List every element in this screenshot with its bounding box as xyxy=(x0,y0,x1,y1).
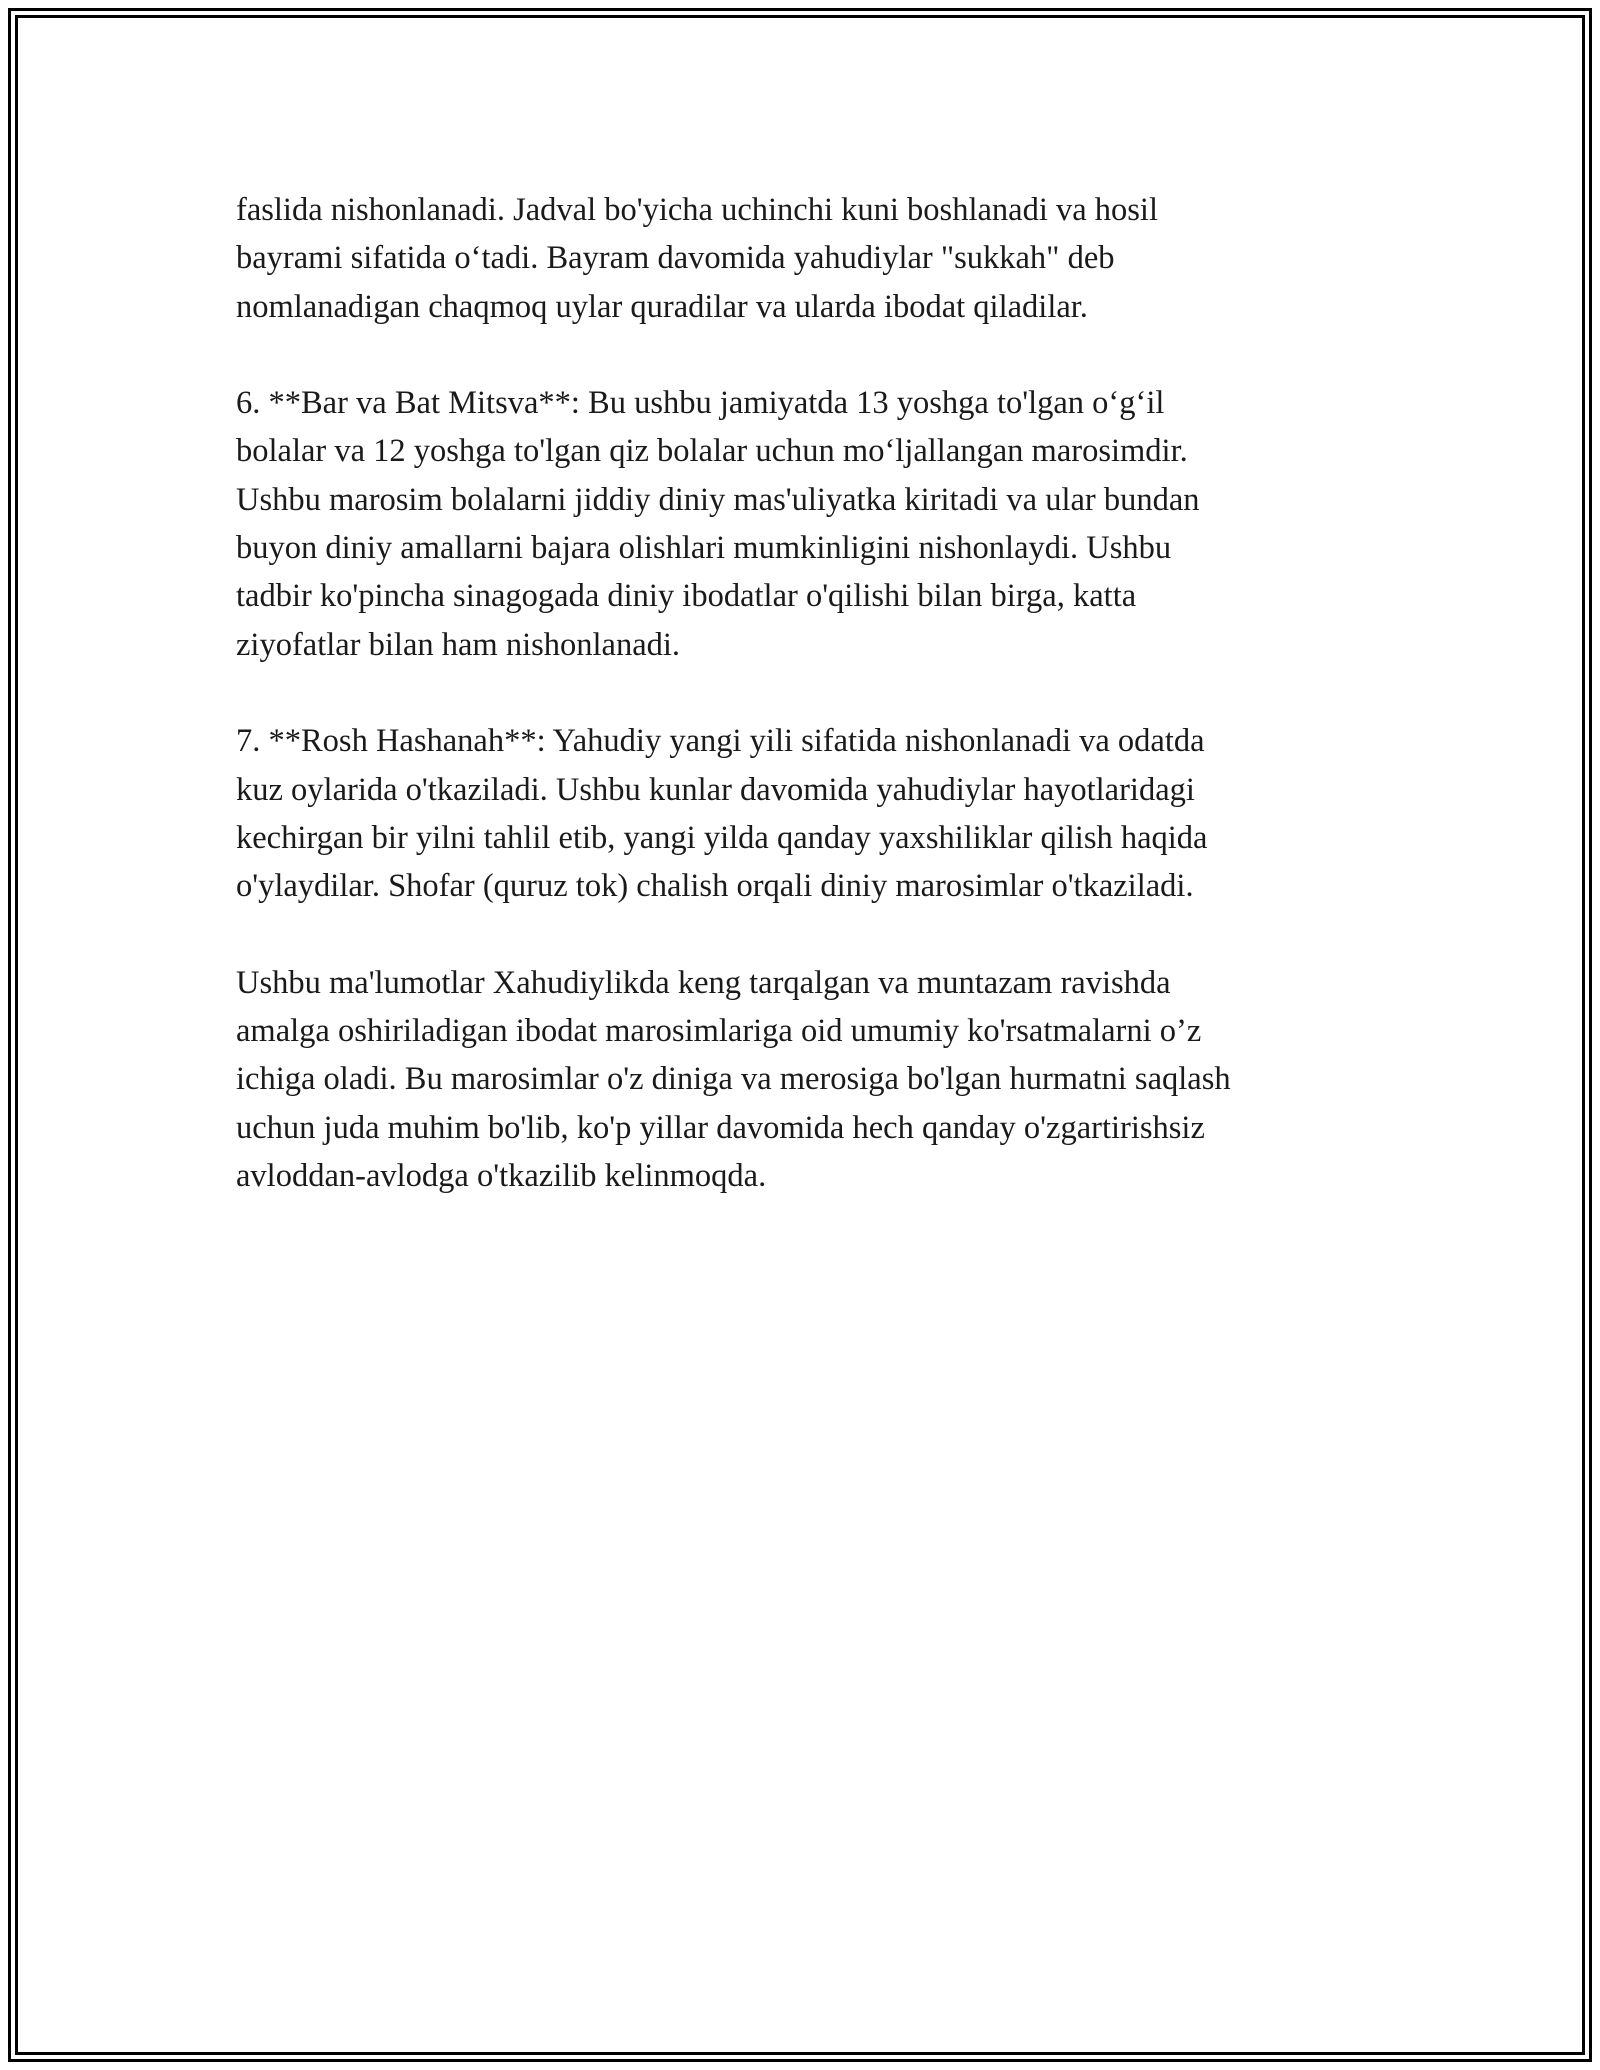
text-line: bolalar va 12 yoshga to'lgan qiz bolalar uchun mo‘ljallangan marosimdir. xyxy=(236,433,1188,470)
text-line: 7. **Rosh Hashanah**: Yahudiy yangi yili sifatida nishonlanadi va odatda xyxy=(236,723,1205,760)
paragraph-conclusion xyxy=(236,959,1386,1200)
paragraph-rosh-hashanah xyxy=(236,717,1386,910)
text-line: Ushbu marosim bolalarni jiddiy diniy mas'uliyatka kiritadi va ular bundan xyxy=(236,481,1200,518)
text-line: kechirgan bir yilni tahlil etib, yangi yilda qanday yaxshiliklar qilish haqida xyxy=(236,819,1208,856)
text-line: amalga oshiriladigan ibodat marosimlariga oid umumiy ko'rsatmalarni o’z xyxy=(236,1013,1202,1050)
text-line: ichiga oladi. Bu marosimlar o'z diniga va merosiga bo'lgan hurmatni saqlash xyxy=(236,1061,1231,1098)
text-line: nomlanadigan chaqmoq uylar quradilar va ularda ibodat qiladilar. xyxy=(236,288,1088,325)
text-line: bayrami sifatida o‘tadi. Bayram davomida yahudiylar "sukkah" deb xyxy=(236,240,1115,277)
text-line: avloddan-avlodga o'tkazilib kelinmoqda. xyxy=(236,1157,767,1194)
text-line: Ushbu ma'lumotlar Xahudiylikda keng tarqalgan va muntazam ravishda xyxy=(236,964,1171,1001)
text-line: 6. **Bar va Bat Mitsva**: Bu ushbu jamiyatda 13 yoshga to'lgan o‘g‘il xyxy=(236,385,1165,422)
text-line: tadbir ko'pincha sinagogada diniy ibodatlar o'qilishi bilan birga, katta xyxy=(236,578,1137,615)
document-body xyxy=(236,186,1386,1249)
text-line: faslida nishonlanadi. Jadval bo'yicha uchinchi kuni boshlanadi va hosil xyxy=(236,192,1158,228)
text-line: kuz oylarida o'tkaziladi. Ushbu kunlar davomida yahudiylar hayotlaridagi xyxy=(236,771,1195,808)
paragraph-sukkot-continuation xyxy=(236,186,1386,331)
text-line: o'ylaydilar. Shofar (quruz tok) chalish orqali diniy marosimlar o'tkaziladi. xyxy=(236,868,1194,905)
text-line: buyon diniy amallarni bajara olishlari mumkinligini nishonlaydi. Ushbu xyxy=(236,530,1172,567)
text-line: uchun juda muhim bo'lib, ko'p yillar davomida hech qanday o'zgartirishsiz xyxy=(236,1109,1205,1146)
text-line: ziyofatlar bilan ham nishonlanadi. xyxy=(236,626,681,663)
paragraph-bar-bat-mitsva xyxy=(236,379,1386,669)
